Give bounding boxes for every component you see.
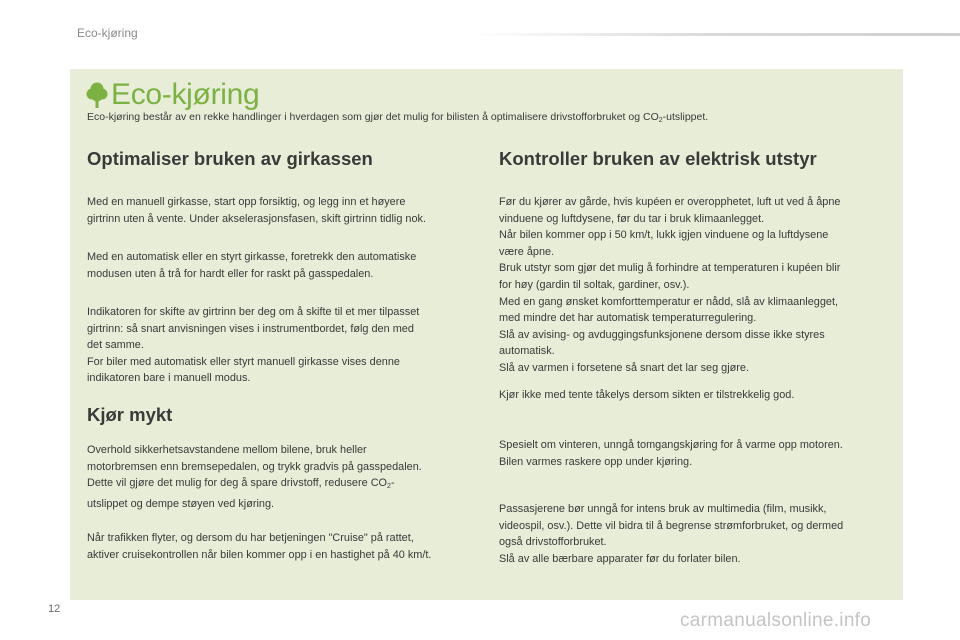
section-heading-smooth-driving: Kjør mykt (87, 404, 173, 425)
text-line: være åpne. (499, 245, 555, 258)
co2-subscript: 2 (387, 483, 391, 491)
panel-title-row (86, 77, 259, 113)
text-line: utslippet og dempe støyen ved kjøring. (87, 497, 275, 510)
text-line: Før du kjører av gårde, hvis kupéen er overopphetet, luft ut ved å åpne (499, 196, 841, 208)
watermark: carmanualsonline.info (680, 610, 872, 631)
text-line: For biler med automatisk eller styrt manuell girkasse vises denne (87, 355, 400, 368)
text-line: girtrinn uten å vente. Under akselerasjonsfasen, skift girtrinn tidlig nok. (87, 212, 426, 225)
page-number: 12 (48, 603, 61, 615)
header-rule (470, 33, 960, 36)
text-line: det samme. (87, 339, 144, 352)
intro-text: Eco-kjøring består av en rekke handlinger i hverdagen som gjør det mulig for bilisten å optimalisere drivstofforbruket og CO (87, 111, 659, 123)
section-heading-gearbox: Optimaliser bruken av girkassen (87, 148, 373, 169)
intro-text-end: -utslippet. (662, 111, 709, 123)
smooth-driving-paragraph-2 (87, 530, 431, 563)
text-line: Kjør ikke med tente tåkelys dersom sikten er tilstrekkelig god. (499, 389, 795, 401)
electrical-paragraph-1 (499, 194, 840, 377)
text-line: Bilen varmes raskere opp under kjøring. (499, 455, 693, 468)
panel-intro (87, 111, 887, 124)
eco-driving-panel (70, 69, 903, 600)
text-line: Slå av avising- og avduggingsfunksjonene dersom disse ikke styres (499, 328, 825, 341)
co2-text: Dette vil gjøre det mulig for deg å spare drivstoff, redusere CO (87, 477, 388, 490)
section-heading-electrical: Kontroller bruken av elektrisk utstyr (499, 148, 817, 169)
running-header: Eco-kjøring (77, 26, 138, 40)
text-line: videospil, osv.). Dette vil bidra til å begrense strømforbruket, og dermed (499, 519, 844, 532)
text-line: Spesielt om vinteren, unngå tomgangskjøring for å varme opp motoren. (499, 439, 843, 451)
text-line: Indikatoren for skifte av girtrinn ber deg om å skifte til et mer tilpasset (87, 306, 420, 318)
text-line: Overhold sikkerhetsavstandene mellom bilene, bruk heller (87, 444, 367, 456)
text-line: automatisk. (499, 345, 555, 358)
electrical-paragraph-4 (499, 501, 843, 567)
text-line: Passasjerene bør unngå for intens bruk av multimedia (film, musikk, (499, 503, 827, 515)
text-line: Med en manuell girkasse, start opp forsiktig, og legg inn et høyere (87, 196, 406, 208)
text-line: vinduene og luftdysene, før du tar i bruk klimaanlegget. (499, 212, 765, 225)
text-line: Med en automatisk eller en styrt girkasse, foretrekk den automatiske (87, 251, 417, 263)
electrical-paragraph-3 (499, 437, 843, 470)
text-line: Når trafikken flyter, og dersom du har betjeningen "Cruise" på rattet, (87, 532, 414, 544)
text-line: Bruk utstyr som gjør det mulig å forhindre at temperaturen i kupéen blir (499, 262, 841, 275)
gearbox-paragraph-2 (87, 249, 416, 282)
text-line: indikatoren bare i manuell modus. (87, 372, 251, 385)
text-line: Med en gang ønsket komforttemperatur er nådd, slå av klimaanlegget, (499, 295, 838, 308)
text-line-co2 (87, 475, 422, 496)
gearbox-paragraph-1 (87, 194, 426, 227)
text-line: med mindre det har automatisk temperaturregulering. (499, 312, 757, 325)
smooth-driving-paragraph-1 (87, 442, 422, 512)
text-line: modusen uten å trå for hardt eller for raskt på gasspedalen. (87, 267, 374, 280)
text-line: Slå av varmen i forsetene så snart det lar seg gjøre. (499, 361, 749, 374)
text-line: aktiver cruisekontrollen når bilen kommer opp i en hastighet på 40 km/t. (87, 548, 432, 561)
intro-subscript: 2 (658, 117, 663, 124)
text-line: for høy (gardin til soltak, gardiner, osv.). (499, 278, 690, 291)
tree-icon (86, 81, 108, 109)
text-line: Slå av alle bærbare apparater før du forlater bilen. (499, 552, 741, 565)
gearbox-paragraph-3 (87, 304, 419, 387)
electrical-paragraph-2 (499, 387, 794, 404)
text-line: Når bilen kommer opp i 50 km/t, lukk igjen vinduene og la luftdysene (499, 229, 829, 242)
panel-title: Eco-kjøring (111, 78, 260, 111)
co2-text-end: - (390, 477, 395, 490)
text-line: girtrinn: så snart anvisningen vises i instrumentbordet, følg den med (87, 322, 414, 335)
text-line: også drivstofforbruket. (499, 536, 607, 549)
text-line: motorbremsen enn bremsepedalen, og trykk gradvis på gasspedalen. (87, 460, 422, 473)
